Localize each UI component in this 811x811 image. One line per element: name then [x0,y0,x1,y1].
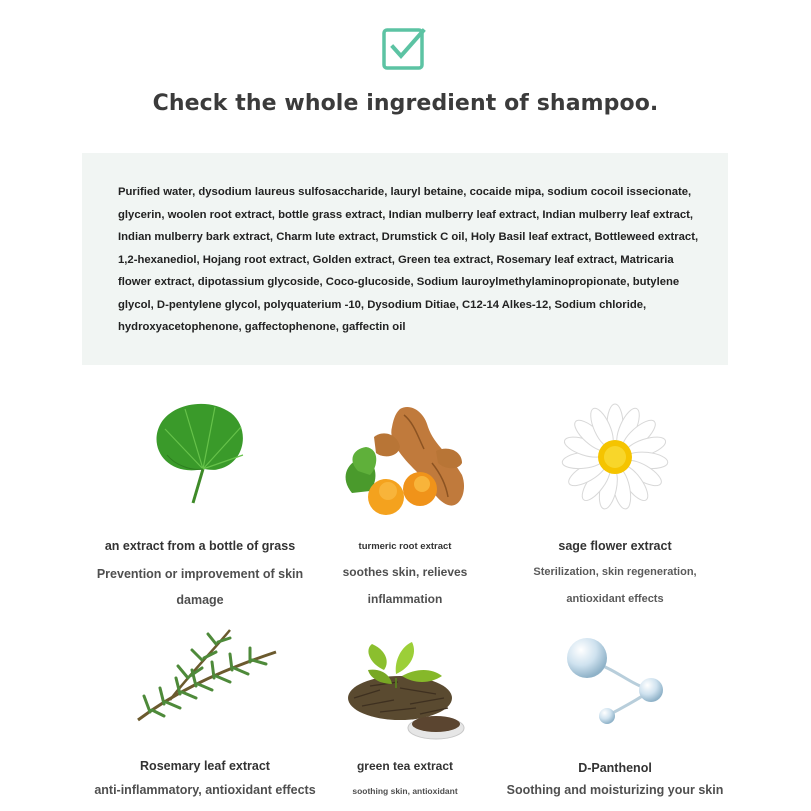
ingredient-card-green-tea [330,620,480,811]
ingredient-description: soothing skin, antioxidant [352,786,458,796]
molecule-spheres-image [555,632,675,728]
ingredient-name: Rosemary leaf extract [140,759,270,773]
ingredient-name: turmeric root extract [358,541,452,552]
page-title: Check the whole ingredient of shampoo. [152,91,659,116]
ingredient-list-text: Purified water, dysodium laureus sulfosaccharide, lauryl betaine, cocaide mipa, sodium cocoil issecionate, glycerin, woolen root extract, bottle grass extract, Indian mulberry leaf extract, Indian mulberry leaf extract, Indian mulberry bark extract, Charm lute extract, Drumstick C oil, Holy Basil leaf extract, Bottleweed extract, 1,2-hexanediol, Hojang root extract, Golden extract, Green tea extract, Rosemary leaf extract, Matricaria flower extract, dipotassium glycoside, Coco-glucoside, Sodium lauroylmethylaminopropionate, butylene glycol, D-pentylene glycol, polyquaterium -10, Dysodium Ditiae, C12-14 Alkes-12, Sodium chloride, hydroxyacetophenone, gaffectophenone, gaffectin oil [118,186,699,333]
ingredient-name: green tea extract [356,759,454,773]
ingredient-card-d-panthenol [480,620,750,811]
ingredient-description: Sterilization, skin regeneration, antioxidant effects [533,566,697,605]
ingredient-card-rosemary [70,620,340,811]
ingredient-list-box [82,153,728,365]
checkbox-checked-icon [382,27,426,71]
ingredient-card-sage-flower [500,395,730,615]
rosemary-sprig-image [130,624,280,724]
centella-leaf-image [145,399,255,509]
ingredient-name: an extract from a bottle of grass [104,539,296,553]
ingredient-description: Prevention or improvement of skin damage [96,567,304,607]
ingredient-card-bottle-grass [80,395,320,615]
ingredient-name: sage flower extract [558,539,672,553]
daisy-flower-image [561,403,669,511]
ingredient-name: D-Panthenol [578,761,652,775]
ingredient-card-turmeric [320,395,490,615]
turmeric-root-image [340,401,470,521]
ingredient-description: anti-inflammatory, antioxidant effects [94,783,316,797]
green-tea-leaves-image [340,624,470,748]
ingredient-description: soothes skin, relieves inflammation [342,565,468,606]
ingredient-description: Soothing and moisturizing your skin [506,783,724,797]
